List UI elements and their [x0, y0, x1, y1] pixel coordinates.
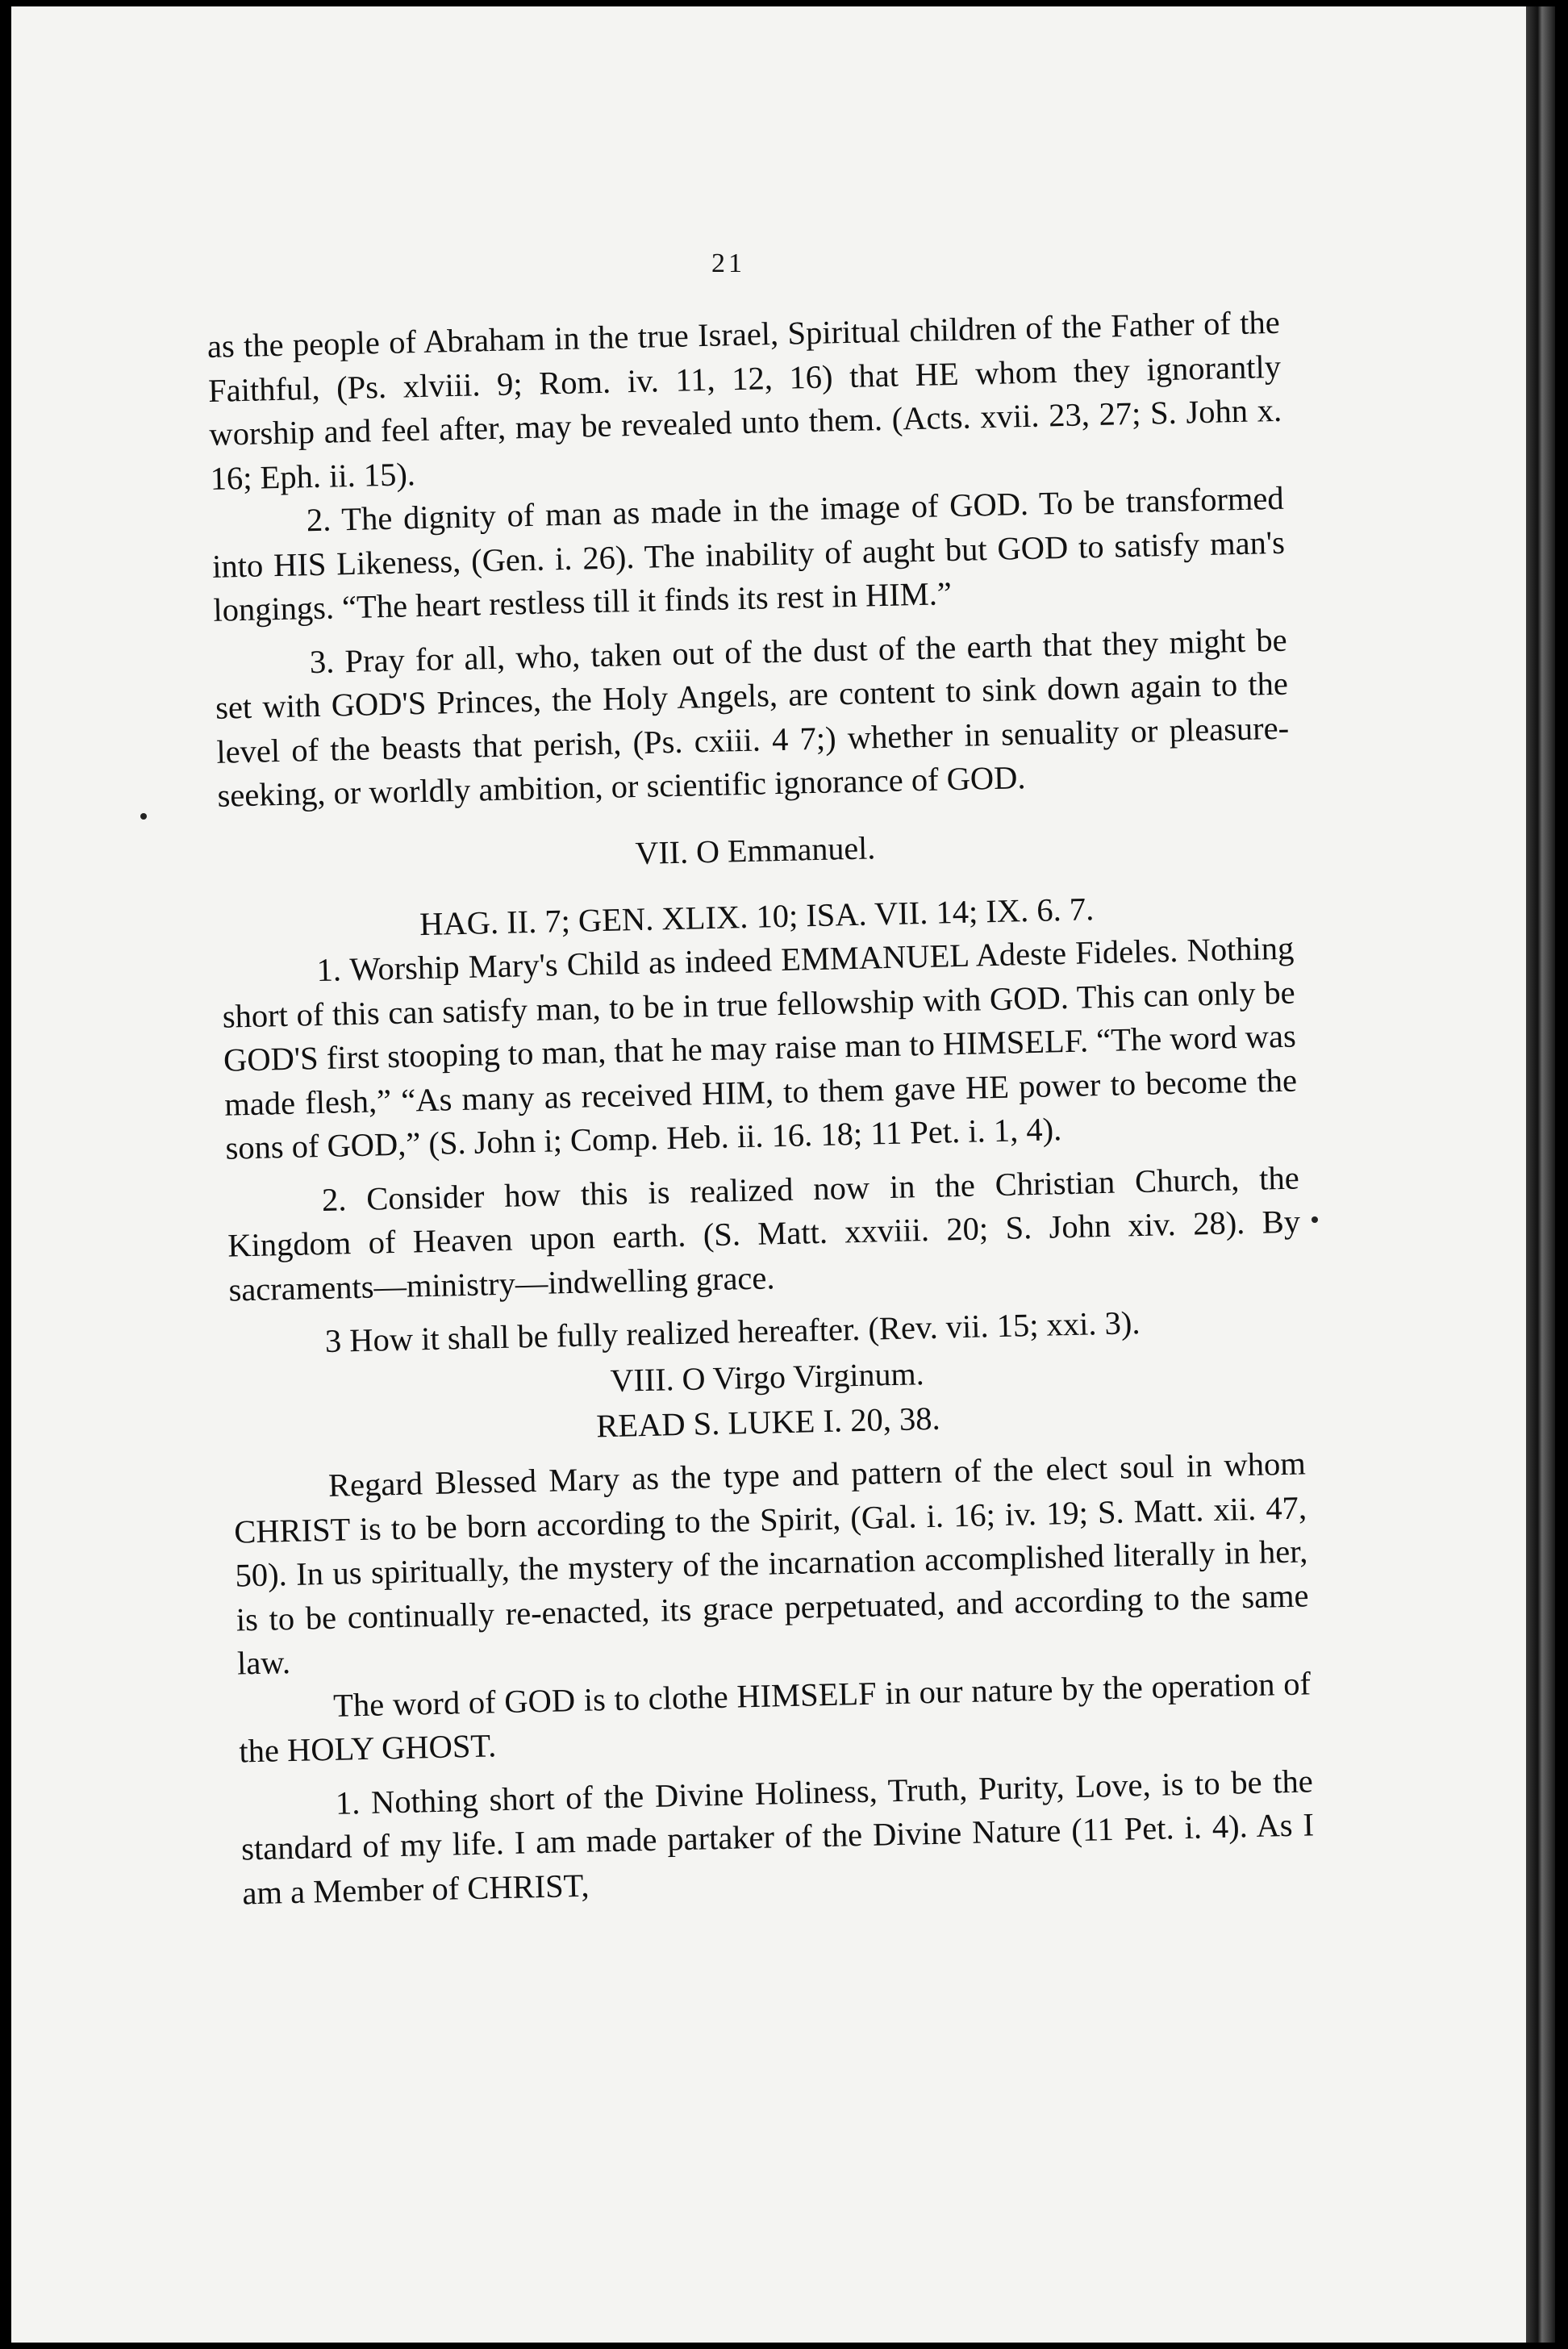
paragraph-fully-realized: 3 How it shall be fully realized hereafter. (Rev. vii. 15; xxi. 3).: [324, 1304, 1141, 1359]
ink-speck: [1312, 1216, 1318, 1223]
scripture-references-vii: HAG. II. 7; GEN. XLIX. 10; ISA. VII. 14; IX. 6. 7.: [419, 890, 1095, 942]
page-number: 21: [711, 248, 745, 278]
page-body: [205, 216, 1316, 1916]
paragraph-nothing-short: 1. Nothing short of the Divine Holiness, Truth, Purity, Love, is to be the standard of my life. I am made partaker of the Divine Nature (11 Pet. i. 4). As I am a Member of CHRIST,: [240, 1762, 1315, 1911]
paragraph-consider-realized: 2. Consider how this is realized now in the Christian Church, the Kingdom of Heaven upon earth. (S. Matt. xxviii. 20; S. John xiv. 28). By sacraments—ministry—indwelling grace.: [227, 1159, 1301, 1308]
section-heading-vii: VII. O Emmanuel.: [634, 828, 876, 871]
page-edge-shadow: [1526, 6, 1555, 2343]
book-page: [11, 6, 1531, 2343]
paragraph-dignity-of-man: 2. The dignity of man as made in the image of GOD. To be transformed into HIS Likeness, (Gen. i. 26). The inability of aught but GOD to satisfy man's longings. “The heart restless till it finds its rest in HIM.”: [211, 479, 1286, 628]
paragraph-regard-blessed-mary: Regard Blessed Mary as the type and pattern of the elect soul in whom CHRIST is to be born according to the Spirit, (Gal. i. 16; iv. 19; S. Matt. xii. 47, 50). In us spiritually, the mystery of the incarnation accomplished literally in her, is to be continually re-enacted, its grace perpetuated, and according to the same law.: [233, 1445, 1309, 1682]
paragraph-word-of-god: The word of GOD is to clothe HIMSELF in our nature by the operation of the HOLY GHOST.: [238, 1664, 1312, 1770]
ink-speck: [140, 813, 147, 820]
section-heading-viii: VIII. O Virgo Virginum.: [610, 1354, 925, 1399]
paragraph-continuation: as the people of Abraham in the true Israel, Spiritual children of the Father of the Faithful, (Ps. xlviii. 9; Rom. iv. 11, 12, 16) that HE whom they ignorantly worship and feel after, may be revealed unto them. (Acts. xvii. 23, 27; S. John x. 16; Eph. ii. 15).: [206, 303, 1282, 497]
scripture-references-viii: READ S. LUKE I. 20, 38.: [595, 1400, 941, 1444]
paragraph-worship-marys-child: 1. Worship Mary's Child as indeed EMMANUEL Adeste Fideles. Nothing short of this can satisfy man, to be in true fellowship with GOD. This can only be GOD'S first stooping to man, that he may raise man to HIMSELF. “The word was made flesh,” “As many as received HIM, to them gave HE power to become the sons of GOD,” (S. John i; Comp. Heb. ii. 16. 18; 11 Pet. i. 1, 4).: [222, 929, 1298, 1166]
paragraph-pray-for-all: 3. Pray for all, who, taken out of the dust of the earth that they might be set with GOD'S Princes, the Holy Angels, are content to sink down again to the level of the beasts that perish, (Ps. cxiii. 4 7;) whether in senuality or pleasure-seeking, or worldly ambition, or scientific ignorance of GOD.: [215, 621, 1290, 814]
